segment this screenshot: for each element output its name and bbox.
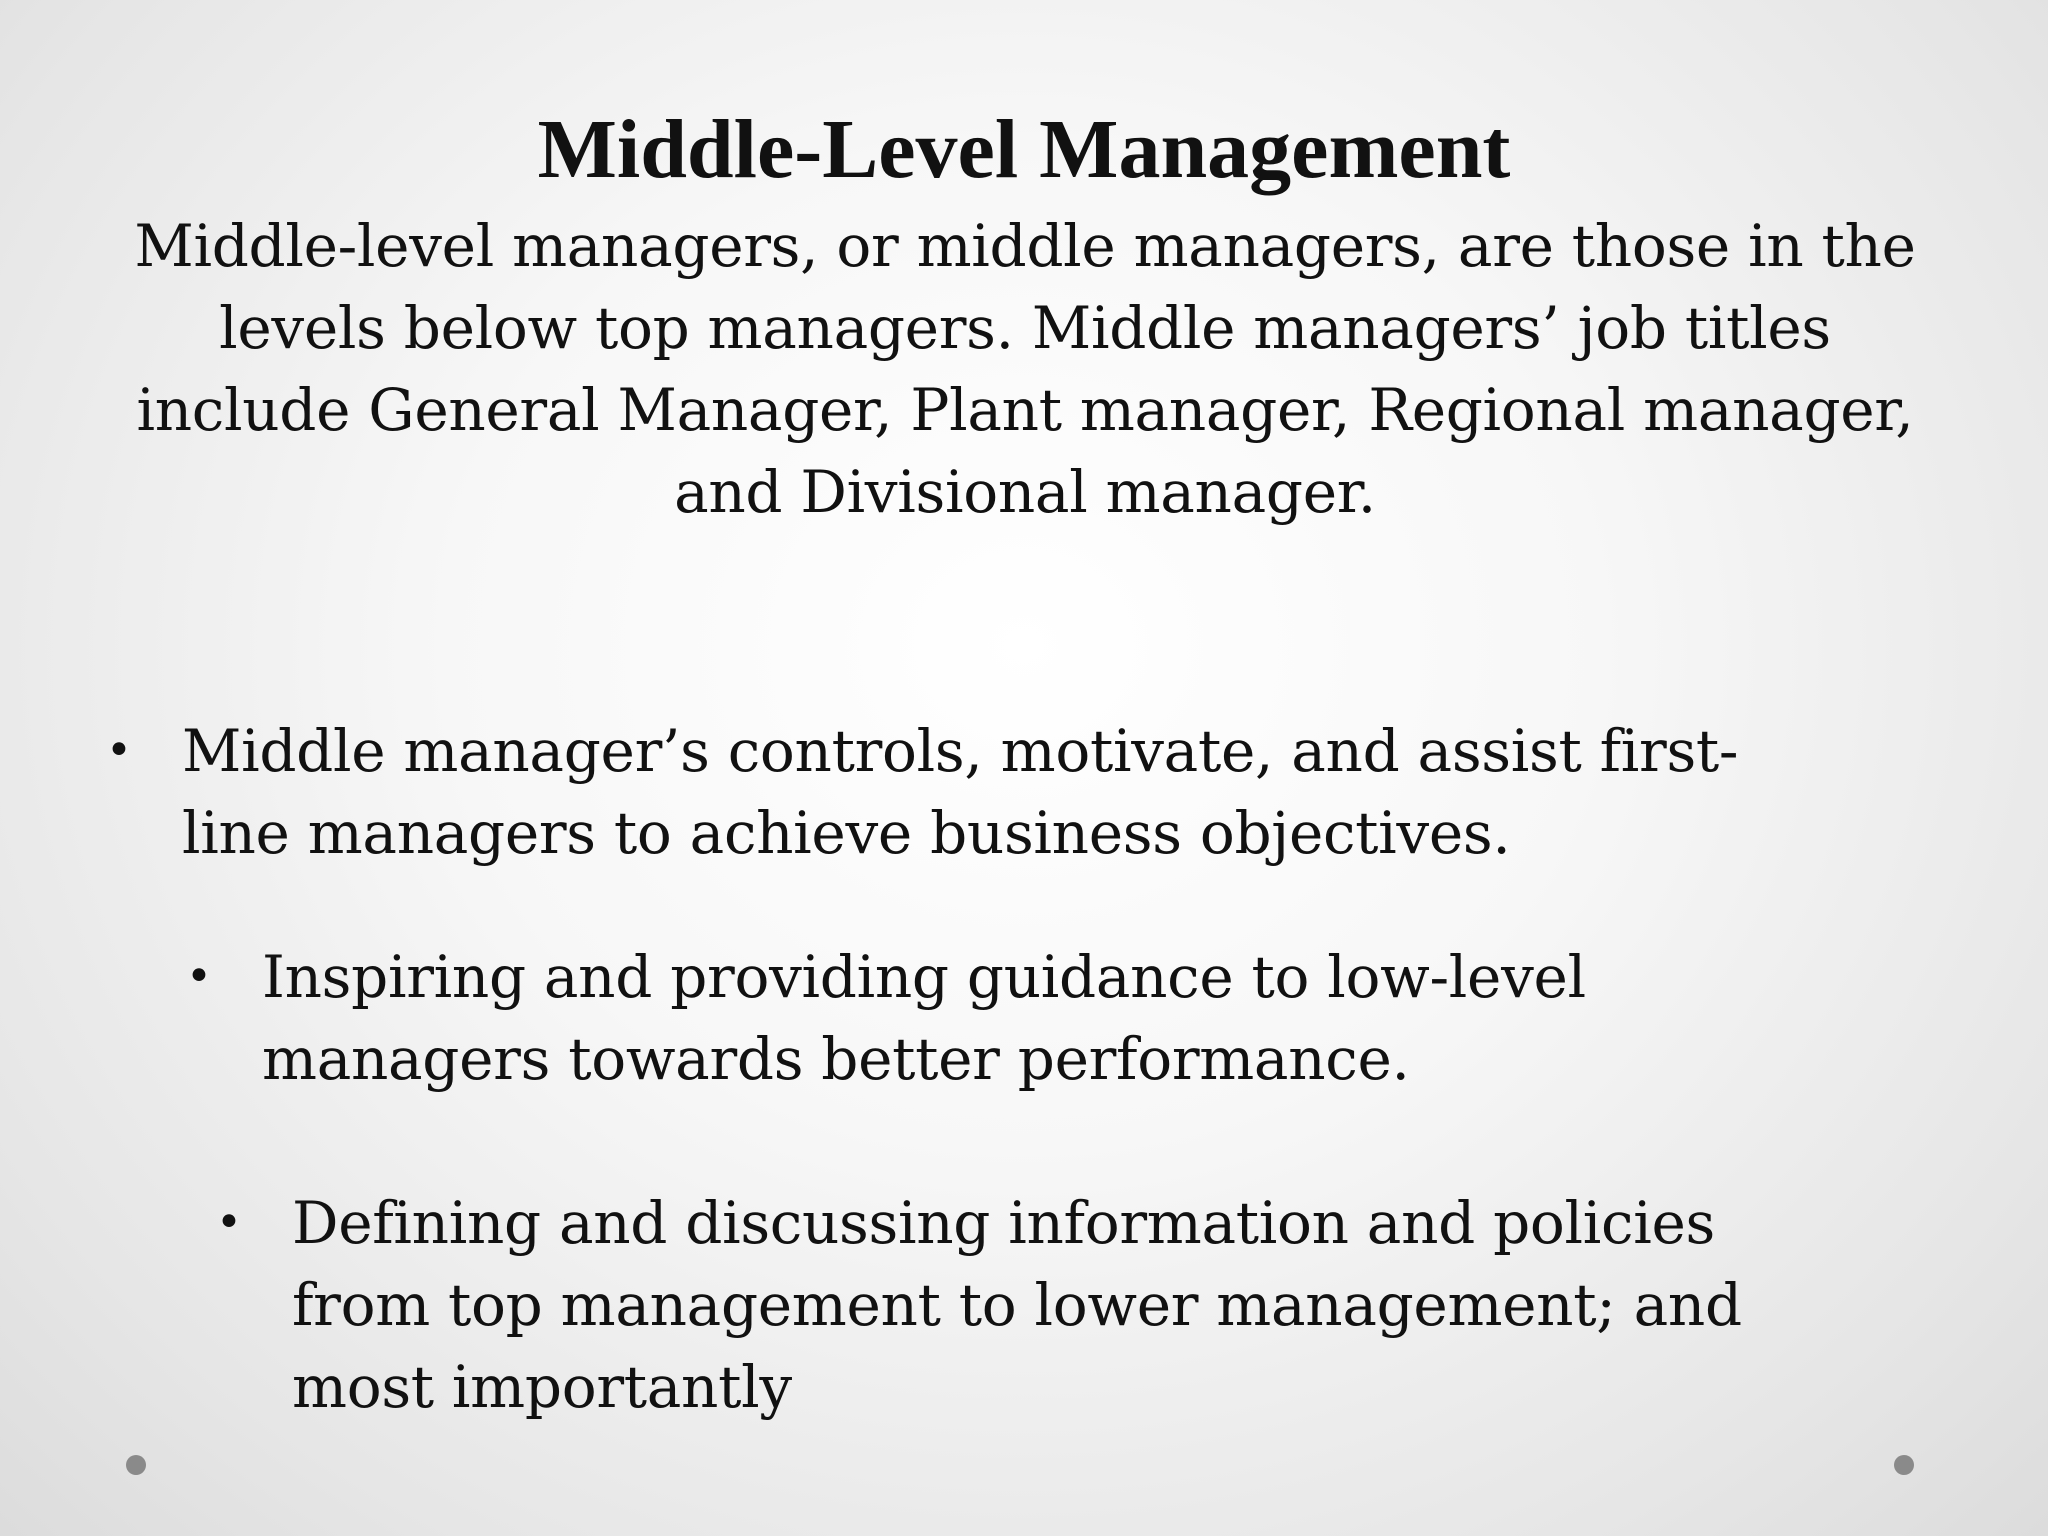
next-slide-dot[interactable] [1894, 1455, 1914, 1475]
bullet-marker: • [186, 951, 212, 1002]
bullet-marker: • [216, 1197, 242, 1248]
previous-slide-dot[interactable] [126, 1455, 146, 1475]
slide-title: Middle-Level Management [537, 103, 1511, 196]
bullet-item: Defining and discussing information and policies from top management to lower management; and most importantly [292, 1189, 1742, 1421]
bullet-item: Middle manager’s controls, motivate, and assist first-line managers to achieve business objectives. [182, 717, 1739, 867]
intro-paragraph: Middle-level managers, or middle managers, are those in the levels below top managers. Middle managers’ job titles include General Manager, Plant manager, Regional manager, and Divisional manager. [134, 212, 1916, 526]
bullet-marker: • [106, 725, 132, 776]
bullet-item: Inspiring and providing guidance to low-level managers towards better performance. [262, 943, 1586, 1093]
